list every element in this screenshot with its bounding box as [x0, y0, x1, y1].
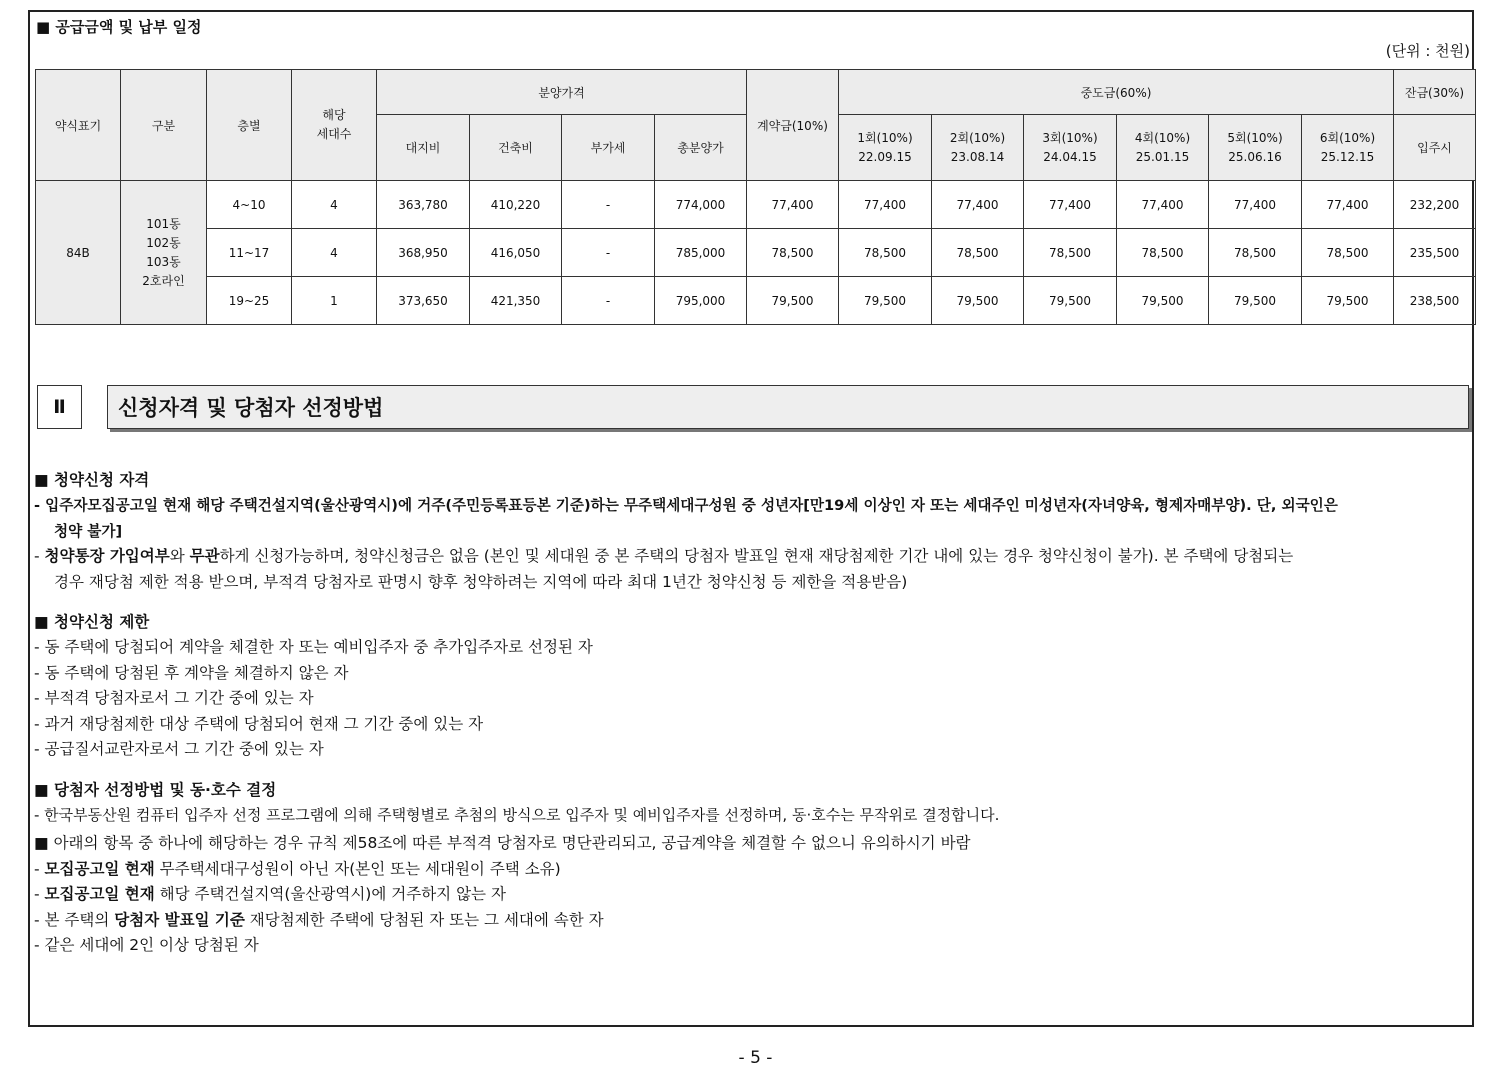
contract-cell: 77,400	[747, 181, 839, 229]
installment-cell: 77,400	[1024, 181, 1117, 229]
price-table	[35, 69, 1476, 325]
header-category: 구분	[121, 70, 207, 181]
header-sale-price: 분양가격	[377, 70, 747, 115]
building-cell: 410,220	[470, 181, 562, 229]
page-frame	[28, 10, 1474, 1027]
floor-cell: 19~25	[207, 277, 292, 325]
notice-line: ■ 아래의 항목 중 하나에 해당하는 경우 규칙 제58조에 따른 부적격 당첨자로 명단관리되고, 공급계약을 체결할 수 없으니 유의하시기 바람	[34, 834, 971, 852]
header-installment: 3회(10%) 24.04.15	[1024, 115, 1117, 181]
qualification-heading: ■ 청약신청 자격	[34, 471, 150, 489]
dong-cell: 101동 102동 103동 2호라인	[121, 181, 207, 325]
total-cell: 785,000	[655, 229, 747, 277]
installment-cell: 79,500	[932, 277, 1024, 325]
land-cell: 363,780	[377, 181, 470, 229]
list-item: - 같은 세대에 2인 이상 당첨된 자	[34, 936, 259, 954]
section-title-bar	[37, 385, 1469, 431]
list-item: - 본 주택의 당첨자 발표일 기준 재당첨제한 주택에 당첨된 자 또는 그 세대에 속한 자	[34, 910, 604, 929]
list-item: - 입주자모집공고일 현재 해당 주택건설지역(울산광역시)에 거주(주민등록표등본 기준)하는 무주택세대구성원 중 성년자[만19세 이상인 자 또는 세대주인 미성년자(자녀양육, 형제자매부양). 단, 외국인은	[34, 497, 1338, 514]
list-item: - 과거 재당첨제한 대상 주택에 당첨되어 현재 그 기간 중에 있는 자	[34, 714, 484, 733]
list-item: - 동 주택에 당첨되어 계약을 체결한 자 또는 예비입주자 중 추가입주자로 선정된 자	[34, 638, 593, 656]
header-building: 건축비	[470, 115, 562, 181]
installment-cell: 79,500	[1024, 277, 1117, 325]
list-item: - 모집공고일 현재 해당 주택건설지역(울산광역시)에 거주하지 않는 자	[34, 885, 506, 903]
list-item: - 부적격 당첨자로서 그 기간 중에 있는 자	[34, 689, 314, 707]
table-row	[36, 181, 1476, 229]
balance-cell: 238,500	[1394, 277, 1476, 325]
installment-cell: 78,500	[1302, 229, 1394, 277]
installment-cell: 77,400	[1209, 181, 1302, 229]
header-move-in: 입주시	[1394, 115, 1476, 181]
section-number: Ⅱ	[37, 385, 82, 429]
installment-cell: 78,500	[932, 229, 1024, 277]
installment-cell: 79,500	[1209, 277, 1302, 325]
installment-cell: 79,500	[1117, 277, 1209, 325]
building-cell: 416,050	[470, 229, 562, 277]
content-body	[34, 467, 1464, 959]
households-cell: 1	[292, 277, 377, 325]
list-item: - 청약통장 가입여부와 무관하게 신청가능하며, 청약신청금은 없음 (본인 및 세대원 중 본 주택의 당첨자 발표일 현재 재당첨제한 기간 내에 있는 경우 청약신청이 불가). 본 주택에 당첨되는	[34, 547, 1294, 565]
page-number: - 5 -	[738, 1048, 773, 1068]
households-cell: 4	[292, 229, 377, 277]
header-middle-payment: 중도금(60%)	[839, 70, 1394, 115]
table-row	[36, 229, 1476, 277]
floor-cell: 11~17	[207, 229, 292, 277]
header-balance: 잔금(30%)	[1394, 70, 1476, 115]
table-row	[36, 277, 1476, 325]
land-cell: 368,950	[377, 229, 470, 277]
installment-cell: 78,500	[839, 229, 932, 277]
list-item: - 공급질서교란자로서 그 기간 중에 있는 자	[34, 740, 324, 758]
restriction-heading: ■ 청약신청 제한	[34, 613, 150, 631]
type-cell: 84B	[36, 181, 121, 325]
floor-cell: 4~10	[207, 181, 292, 229]
header-households: 해당 세대수	[292, 70, 377, 181]
land-cell: 373,650	[377, 277, 470, 325]
installment-cell: 77,400	[839, 181, 932, 229]
supply-schedule-heading: ■ 공급금액 및 납부 일정	[36, 18, 202, 36]
section-title: 신청자격 및 당첨자 선정방법	[107, 385, 1469, 429]
installment-cell: 77,400	[1117, 181, 1209, 229]
vat-cell: -	[562, 277, 655, 325]
building-cell: 421,350	[470, 277, 562, 325]
installment-cell: 78,500	[1024, 229, 1117, 277]
list-item-continuation: 경우 재당첨 제한 적용 받으며, 부적격 당첨자로 판명시 향후 청약하려는 지역에 따라 최대 1년간 청약신청 등 제한을 적용받음)	[54, 572, 908, 591]
vat-cell: -	[562, 229, 655, 277]
selection-heading: ■ 당첨자 선정방법 및 동·호수 결정	[34, 780, 277, 799]
list-item: - 모집공고일 현재 무주택세대구성원이 아닌 자(본인 또는 세대원이 주택 소유)	[34, 859, 561, 878]
installment-cell: 78,500	[1117, 229, 1209, 277]
header-land: 대지비	[377, 115, 470, 181]
vat-cell: -	[562, 181, 655, 229]
header-installment: 5회(10%) 25.06.16	[1209, 115, 1302, 181]
installment-cell: 77,400	[932, 181, 1024, 229]
list-item-continuation: 청약 불가]	[54, 522, 123, 540]
header-floor: 층별	[207, 70, 292, 181]
header-installment: 2회(10%) 23.08.14	[932, 115, 1024, 181]
list-item: - 한국부동산원 컴퓨터 입주자 선정 프로그램에 의해 주택형별로 추첨의 방식으로 입주자 및 예비입주자를 선정하며, 동·호수는 무작위로 결정합니다.	[34, 805, 1000, 824]
header-total: 총분양가	[655, 115, 747, 181]
balance-cell: 235,500	[1394, 229, 1476, 277]
list-item: - 동 주택에 당첨된 후 계약을 체결하지 않은 자	[34, 663, 349, 682]
header-type: 약식표기	[36, 70, 121, 181]
installment-cell: 79,500	[839, 277, 932, 325]
contract-cell: 78,500	[747, 229, 839, 277]
header-installment: 6회(10%) 25.12.15	[1302, 115, 1394, 181]
households-cell: 4	[292, 181, 377, 229]
installment-cell: 78,500	[1209, 229, 1302, 277]
installment-cell: 79,500	[1302, 277, 1394, 325]
header-contract: 계약금(10%)	[747, 70, 839, 181]
header-vat: 부가세	[562, 115, 655, 181]
balance-cell: 232,200	[1394, 181, 1476, 229]
header-installment: 1회(10%) 22.09.15	[839, 115, 932, 181]
installment-cell: 77,400	[1302, 181, 1394, 229]
unit-label: (단위 : 천원)	[1385, 42, 1470, 60]
total-cell: 795,000	[655, 277, 747, 325]
contract-cell: 79,500	[747, 277, 839, 325]
header-installment: 4회(10%) 25.01.15	[1117, 115, 1209, 181]
total-cell: 774,000	[655, 181, 747, 229]
